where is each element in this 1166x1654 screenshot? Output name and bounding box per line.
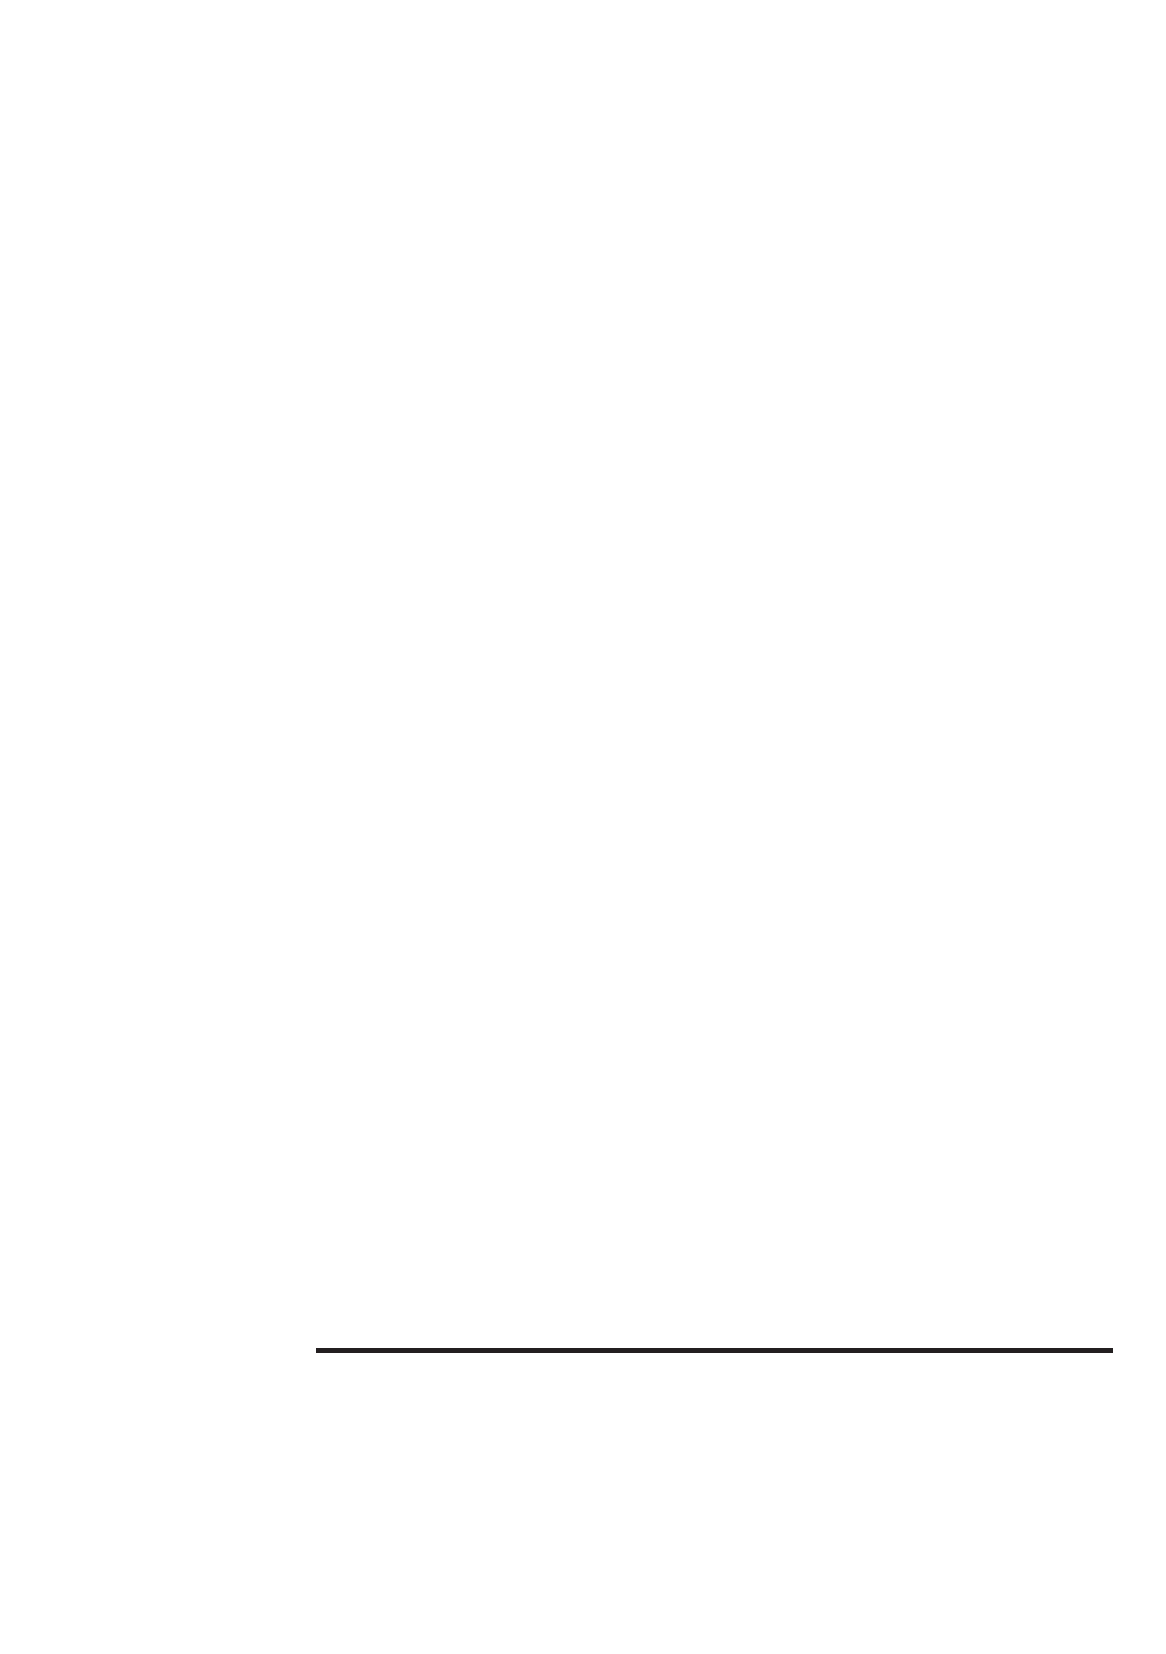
footer-divider [316, 1348, 1113, 1353]
